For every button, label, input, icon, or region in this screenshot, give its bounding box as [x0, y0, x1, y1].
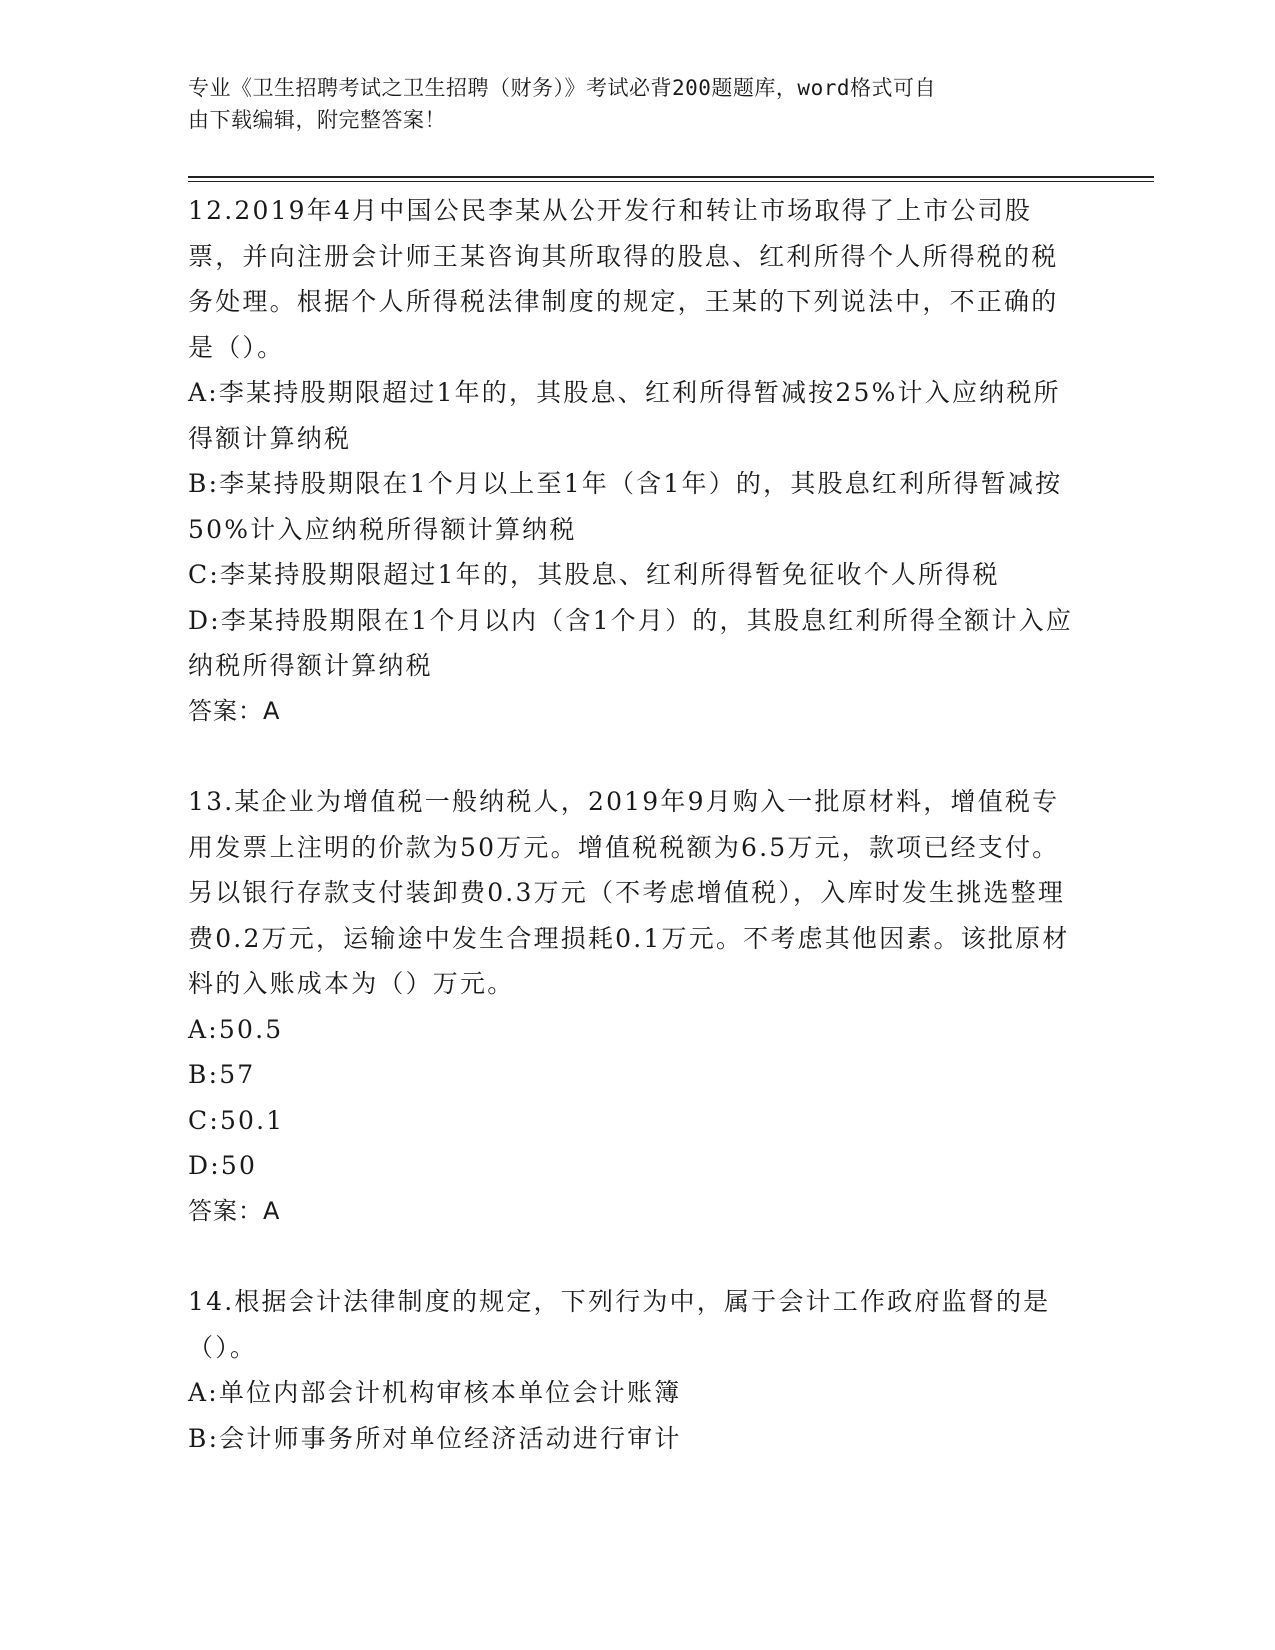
question-14: [188, 1279, 1078, 1461]
option-c: C:李某持股期限超过1年的，其股息、红利所得暂免征收个人所得税: [188, 560, 1000, 589]
document-header: [188, 72, 1088, 136]
question-13: [188, 779, 1078, 1234]
option-d: D:50: [188, 1151, 258, 1180]
header-line-2: 由下载编辑，附完整答案！: [188, 108, 446, 132]
option-d: D:李某持股期限在1个月以内（含1个月）的，其股息红利所得全额计入应纳税所得额计算纳税: [188, 605, 1074, 680]
answer-line: 答案：A: [188, 1196, 281, 1225]
question-text: 14.根据会计法律制度的规定，下列行为中，属于会计工作政府监督的是（）。: [188, 1287, 1051, 1362]
option-c: C:50.1: [188, 1105, 285, 1135]
option-a: A:单位内部会计机构审核本单位会计账簿: [188, 1378, 682, 1407]
option-b: B:57: [188, 1060, 256, 1089]
option-b: B:李某持股期限在1个月以上至1年（含1年）的，其股息红利所得暂减按50%计入应纳税所得额计算纳税: [188, 469, 1063, 544]
question-text: 13.某企业为增值税一般纳税人，2019年9月购入一批原材料，增值税专用发票上注明的价款为50万元。增值税税额为6.5万元，款项已经支付。另以银行存款支付装卸费0.3万元（不考虑增值税），入库时发生挑选整理费0.2万元，运输途中发生合理损耗0.1万元。不考虑其他因素。该批原材料的入账成本为（）万元。: [188, 787, 1070, 998]
header-divider-thin: [188, 181, 1154, 182]
option-a: A:李某持股期限超过1年的，其股息、红利所得暂减按25%计入应纳税所得额计算纳税: [188, 378, 1061, 453]
question-12: [188, 188, 1078, 734]
answer-line: 答案：A: [188, 696, 281, 725]
option-b: B:会计师事务所对单位经济活动进行审计: [188, 1423, 682, 1453]
header-divider-thick: [188, 176, 1154, 178]
option-a: A:50.5: [188, 1014, 284, 1044]
question-text: 12.2019年4月中国公民李某从公开发行和转让市场取得了上市公司股票，并向注册会计师王某咨询其所取得的股息、红利所得个人所得税的税务处理。根据个人所得税法律制度的规定，王某的下列说法中，不正确的是（）。: [188, 196, 1059, 362]
question-list: [188, 188, 1078, 1506]
header-line-1: 专业《卫生招聘考试之卫生招聘（财务）》考试必背200题题库，word格式可自: [188, 76, 936, 100]
